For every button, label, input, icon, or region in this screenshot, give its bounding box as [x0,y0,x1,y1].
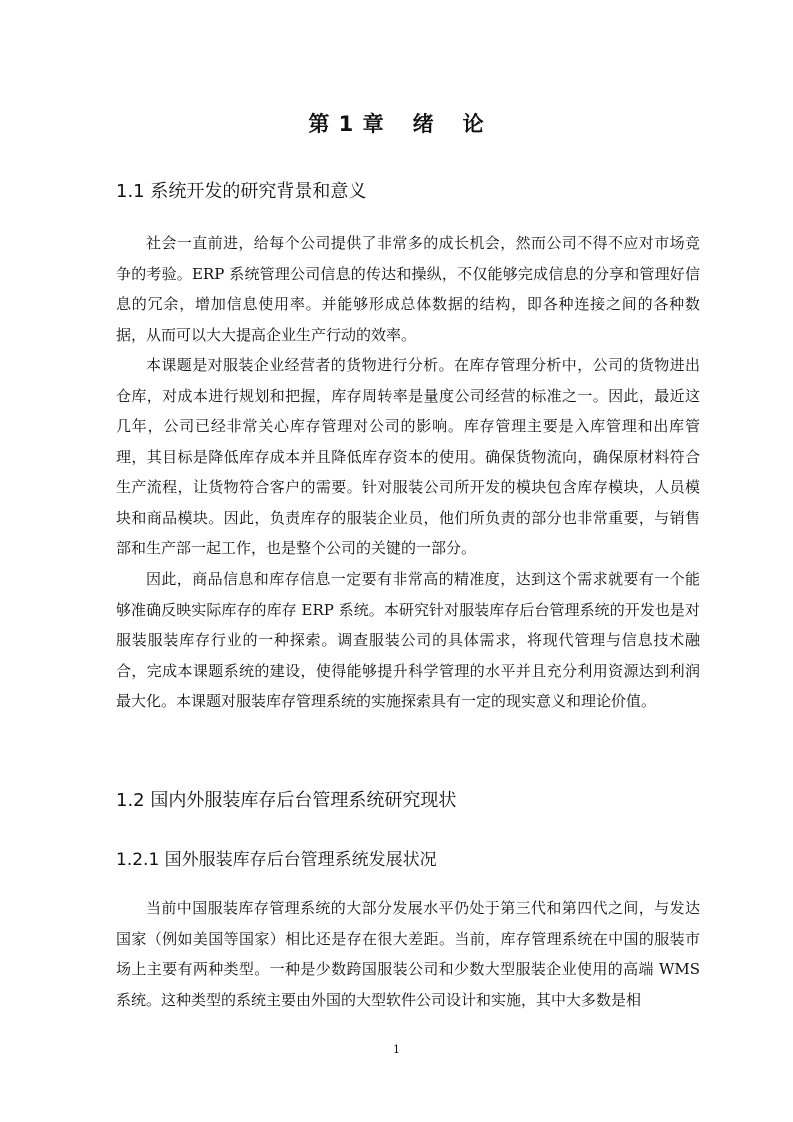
chapter-number: 第 1 章 [308,112,385,136]
chapter-title [0,108,793,138]
subsection-heading: 1.2.1 国外服装库存后台管理系统发展状况 [116,850,437,870]
chapter-title-char: 绪 [412,112,435,136]
body-paragraph: 因此，商品信息和库存信息一定要有非常高的精准度，达到这个需求就要有一个能够准确反映实际库存的库存 ERP 系统。本研究针对服装库存后台管理系统的开发也是对服装服装库存行业的一种探索。调查服装公司的具体需求，将现代管理与信息技术融合，完成本课题系统的建设，使得能够提升科学管理的水平并且充分利用资源达到利润最大化。本课题对服装库存管理系统的实施探索具有一定的现实意义和理论价值。 [116,570,700,710]
body-paragraph: 当前中国服装库存管理系统的大部分发展水平仍处于第三代和第四代之间，与发达国家（例如美国等国家）相比还是存在很大差距。当前，库存管理系统在中国的服装市场上主要有两种类型。一种是少数跨国服装公司和少数大型服装企业使用的高端 WMS 系统。这种类型的系统主要由外国的大型软件公司设计和实施，其中大多数是相 [116,899,700,1009]
body-paragraph: 社会一直前进，给每个公司提供了非常多的成长机会，然而公司不得不应对市场竞争的考验。ERP 系统管理公司信息的传达和操纵，不仅能够完成信息的分享和管理好信息的冗余，增加信息使用率。并能够形成总体数据的结构，即各种连接之间的各种数据，从而可以大大提高企业生产行动的效率。 [116,234,700,344]
section-heading: 1.2 国内外服装库存后台管理系统研究现状 [116,790,457,811]
chapter-title-char: 论 [462,112,485,136]
body-paragraph: 本课题是对服装企业经营者的货物进行分析。在库存管理分析中，公司的货物进出仓库，对成本进行规划和把握，库存周转率是量度公司经营的标准之一。因此，最近这几年，公司已经非常关心库存管理对公司的影响。库存管理主要是入库管理和出库管理，其目标是降低库存成本并且降低库存资本的使用。确保货物流向，确保原材料符合生产流程，让货物符合客户的需要。针对服装公司所开发的模块包含库存模块，人员模块和商品模块。因此，负责库存的服装企业员，他们所负责的部分也非常重要，与销售部和生产部一起工作，也是整个公司的关键的一部分。 [116,356,700,557]
section-heading: 1.1 系统开发的研究背景和意义 [116,181,367,202]
page-number: 1 [393,1043,400,1056]
